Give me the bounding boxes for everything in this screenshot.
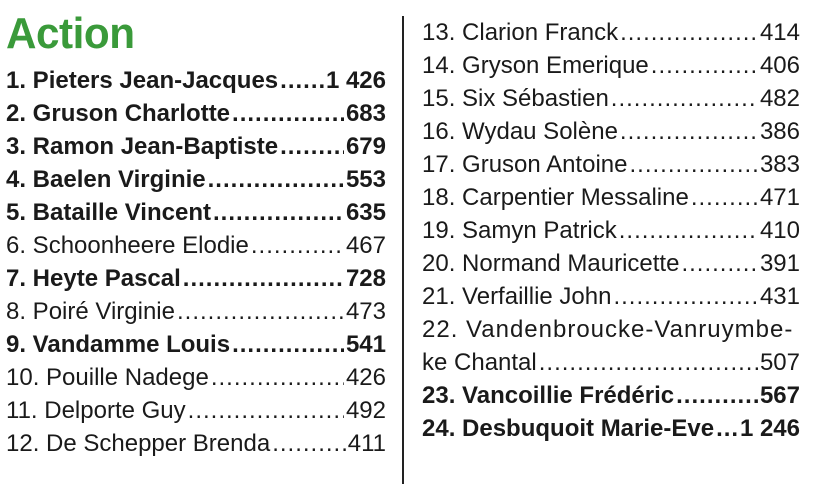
ranking-row [422,280,800,313]
participant-score: 386 [759,118,800,145]
participant-score: 473 [345,298,386,325]
ranking-row [6,394,386,427]
participant-name: 3. Ramon Jean-Baptiste [6,133,279,160]
ranking-row [6,229,386,262]
participant-score: 1 426 [325,67,386,94]
ranking-row [6,295,386,328]
participant-name: 19. Samyn Patrick [422,217,617,244]
participant-score: 411 [347,430,386,457]
ranking-row [422,148,800,181]
dot-leader [208,163,344,196]
ranking-row [422,313,800,346]
dot-leader [620,16,758,49]
dot-leader [280,64,324,97]
dot-leader [272,427,346,460]
ranking-row [422,181,800,214]
participant-name: 21. Verfaillie John [422,283,612,310]
participant-score: 507 [759,349,800,376]
dot-leader [651,49,758,82]
dot-leader [183,262,344,295]
participant-score: 406 [759,52,800,79]
dot-leader [280,130,344,163]
ranking-row [422,412,800,445]
dot-leader [629,148,757,181]
participant-name: 17. Gruson Antoine [422,151,628,178]
dot-leader [613,280,757,313]
ranking-row [422,49,800,82]
participant-score: 482 [759,85,800,112]
ranking-row [6,427,386,460]
dot-leader [681,247,758,280]
dot-leader [620,115,758,148]
participant-name: 16. Wydau Solène [422,118,618,145]
dot-leader [177,295,344,328]
participant-score: 426 [345,364,386,391]
dot-leader [232,328,344,361]
ranking-row [422,379,800,412]
participant-score: 679 [345,133,386,160]
ranking-row [422,16,800,49]
participant-score: 567 [759,382,800,409]
dot-leader [676,379,758,412]
dot-leader [251,229,344,262]
participant-score: 467 [345,232,386,259]
dot-leader [691,181,758,214]
column-divider [402,16,404,484]
participant-score: 683 [345,100,386,127]
participant-name: 11. Delporte Guy [6,397,186,424]
participant-name: 14. Gryson Emerique [422,52,649,79]
participant-score: 541 [345,331,386,358]
dot-leader [539,346,758,379]
ranking-row [422,247,800,280]
participant-name: 9. Vandamme Louis [6,331,231,358]
participant-name: 22. Vandenbroucke-Vanruymbe- [422,316,794,343]
participant-score: 414 [759,19,800,46]
participant-score: 383 [759,151,800,178]
participant-name: 15. Six Sébastien [422,85,609,112]
ranking-row [6,196,386,229]
participant-score: 553 [345,166,386,193]
dot-leader [213,196,344,229]
participant-name: 10. Pouille Nadege [6,364,209,391]
dot-leader [232,97,344,130]
participant-name: 12. De Schepper Brenda [6,430,271,457]
participant-name: 6. Schoonheere Elodie [6,232,249,259]
ranking-row [422,346,800,379]
participant-name: ke Chantal [422,349,537,376]
ranking-list-right [422,16,800,445]
ranking-row [6,163,386,196]
ranking-row [422,214,800,247]
ranking-row [422,115,800,148]
participant-name: 18. Carpentier Messaline [422,184,689,211]
ranking-row [6,130,386,163]
participant-name: 4. Baelen Virginie [6,166,206,193]
participant-score: 635 [345,199,386,226]
dot-leader [619,214,758,247]
ranking-row [6,361,386,394]
ranking-list-left [6,64,386,460]
participant-name: 2. Gruson Charlotte [6,100,231,127]
ranking-row [422,82,800,115]
participant-score: 1 246 [739,415,800,442]
participant-name: 20. Normand Mauricette [422,250,680,277]
section-title: Action [6,9,135,58]
ranking-row [6,64,386,97]
dot-leader [188,394,344,427]
participant-name: 24. Desbuquoit Marie-Eve [422,415,715,442]
participant-name: 1. Pieters Jean-Jacques [6,67,279,94]
participant-score: 492 [345,397,386,424]
participant-name: 8. Poiré Virginie [6,298,175,325]
participant-name: 5. Bataille Vincent [6,199,211,226]
participant-score: 728 [345,265,386,292]
participant-score: 471 [759,184,800,211]
participant-score: 431 [759,283,800,310]
dot-leader [211,361,344,394]
dot-leader [716,412,738,445]
participant-name: 7. Heyte Pascal [6,265,181,292]
participant-name: 23. Vancoillie Frédéric [422,382,675,409]
ranking-row [6,328,386,361]
ranking-row [6,262,386,295]
ranking-row [6,97,386,130]
participant-score: 391 [759,250,800,277]
dot-leader [611,82,758,115]
participant-score: 410 [759,217,800,244]
participant-name: 13. Clarion Franck [422,19,619,46]
